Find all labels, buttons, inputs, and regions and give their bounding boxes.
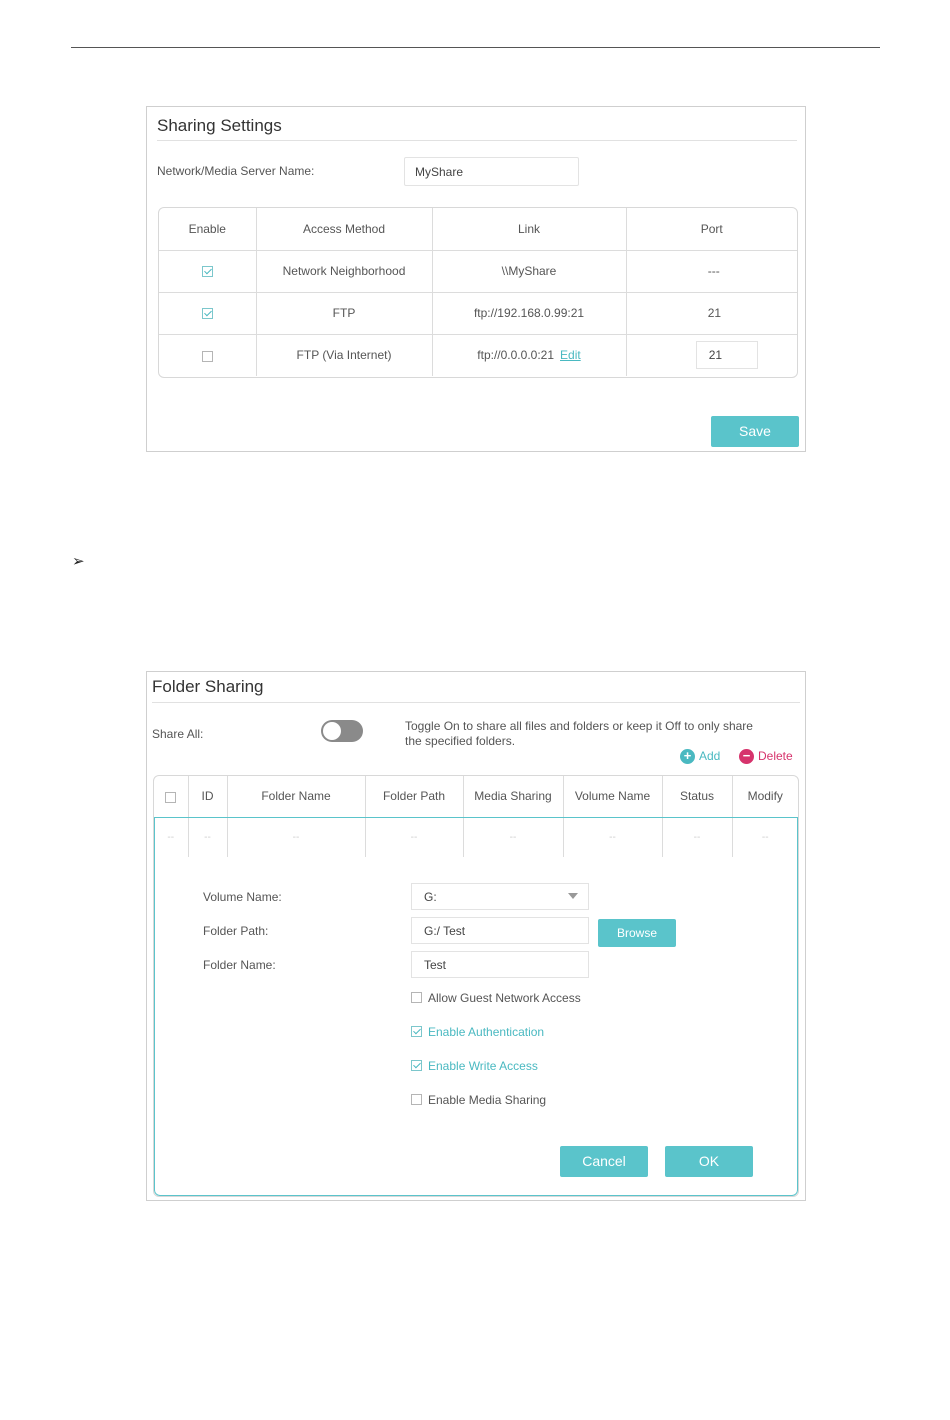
empty-cell: -- bbox=[463, 817, 563, 857]
select-all-checkbox[interactable] bbox=[165, 792, 176, 803]
col-port: Port bbox=[626, 208, 797, 250]
volume-name-label: Volume Name: bbox=[203, 890, 282, 904]
share-all-toggle[interactable] bbox=[321, 720, 363, 742]
enable-checkbox[interactable] bbox=[202, 351, 213, 362]
folder-path-label: Folder Path: bbox=[203, 924, 269, 938]
title-divider bbox=[152, 702, 800, 703]
minus-circle-icon: − bbox=[739, 749, 754, 764]
page-header-rule bbox=[71, 47, 880, 48]
panel-title: Folder Sharing bbox=[152, 677, 264, 696]
dropdown-caret-icon bbox=[568, 893, 578, 899]
share-all-label: Share All: bbox=[152, 727, 204, 741]
bullet-arrow-icon: ➢ bbox=[72, 553, 85, 570]
table-row-network-neighborhood bbox=[159, 250, 797, 292]
edit-link[interactable]: Edit bbox=[560, 348, 581, 363]
volume-name-select[interactable] bbox=[411, 883, 589, 910]
checkbox[interactable] bbox=[411, 1060, 422, 1071]
plus-circle-icon: + bbox=[680, 749, 695, 764]
checkbox[interactable] bbox=[411, 992, 422, 1003]
empty-cell: -- bbox=[761, 831, 769, 843]
col-folder-name: Folder Name bbox=[227, 776, 365, 817]
checkbox[interactable] bbox=[411, 1094, 422, 1105]
empty-cell: -- bbox=[365, 817, 463, 857]
enable-write-access-option[interactable] bbox=[411, 1059, 538, 1073]
col-volume-name: Volume Name bbox=[563, 776, 662, 817]
enable-checkbox[interactable] bbox=[202, 308, 213, 319]
col-media-sharing: Media Sharing bbox=[463, 776, 563, 817]
empty-cell: -- bbox=[188, 817, 227, 857]
link-cell: ftp://0.0.0.0:21 bbox=[477, 348, 555, 363]
enable-checkbox[interactable] bbox=[202, 266, 213, 277]
col-status: Status bbox=[662, 776, 732, 817]
col-enable: Enable bbox=[159, 208, 256, 250]
empty-cell: -- bbox=[154, 817, 188, 857]
empty-cell: -- bbox=[227, 817, 365, 857]
server-name-label: Network/Media Server Name: bbox=[157, 164, 315, 178]
table-row-ftp bbox=[159, 292, 797, 334]
sharing-settings-panel bbox=[146, 106, 806, 452]
port-value: 21 bbox=[707, 306, 722, 320]
cancel-button[interactable]: Cancel bbox=[560, 1146, 648, 1177]
add-button[interactable] bbox=[680, 749, 720, 764]
empty-cell: -- bbox=[662, 817, 732, 857]
checkbox[interactable] bbox=[411, 1026, 422, 1037]
title-divider bbox=[157, 140, 797, 141]
option-label: Enable Media Sharing bbox=[428, 1093, 547, 1107]
table-header-row bbox=[154, 776, 798, 817]
option-label: Enable Write Access bbox=[428, 1059, 538, 1073]
folder-name-input[interactable]: Test bbox=[411, 951, 589, 978]
server-name-input[interactable]: MyShare bbox=[404, 157, 579, 186]
folder-table bbox=[153, 775, 799, 1197]
option-label: Allow Guest Network Access bbox=[428, 991, 581, 1005]
option-label: Enable Authentication bbox=[428, 1025, 545, 1039]
col-id: ID bbox=[188, 776, 227, 817]
folder-edit-form bbox=[154, 817, 798, 1196]
table-header-row bbox=[159, 208, 797, 250]
col-link: Link bbox=[432, 208, 626, 250]
delete-button[interactable] bbox=[739, 749, 793, 764]
folder-sharing-panel bbox=[146, 671, 806, 1201]
access-method-cell: FTP bbox=[256, 292, 432, 334]
port-value: --- bbox=[707, 264, 720, 278]
enable-media-sharing-option[interactable] bbox=[411, 1093, 546, 1107]
toggle-description: Toggle On to share all files and folders or keep it Off to only share the specified folders. bbox=[405, 719, 753, 748]
access-method-table bbox=[158, 207, 798, 378]
col-modify: Modify bbox=[732, 776, 798, 817]
link-cell: ftp://192.168.0.99:21 bbox=[432, 292, 626, 334]
table-row-ftp-internet bbox=[159, 334, 797, 376]
col-folder-path: Folder Path bbox=[365, 776, 463, 817]
panel-title: Sharing Settings bbox=[157, 116, 282, 135]
enable-authentication-option[interactable] bbox=[411, 1025, 544, 1039]
folder-path-input[interactable]: G:/ Test bbox=[411, 917, 589, 944]
port-input[interactable]: 21 bbox=[696, 341, 758, 369]
link-cell: \\MyShare bbox=[432, 250, 626, 292]
browse-button[interactable]: Browse bbox=[598, 919, 676, 947]
access-method-cell: Network Neighborhood bbox=[256, 250, 432, 292]
col-access-method: Access Method bbox=[256, 208, 432, 250]
delete-label: Delete bbox=[758, 749, 793, 763]
ok-button[interactable]: OK bbox=[665, 1146, 753, 1177]
folder-name-label: Folder Name: bbox=[203, 958, 276, 972]
access-method-cell: FTP (Via Internet) bbox=[256, 334, 432, 376]
empty-cell: -- bbox=[563, 817, 662, 857]
volume-name-value: G: bbox=[424, 890, 437, 904]
allow-guest-network-option[interactable] bbox=[411, 991, 581, 1005]
save-button[interactable]: Save bbox=[711, 416, 799, 447]
add-label: Add bbox=[699, 749, 721, 763]
